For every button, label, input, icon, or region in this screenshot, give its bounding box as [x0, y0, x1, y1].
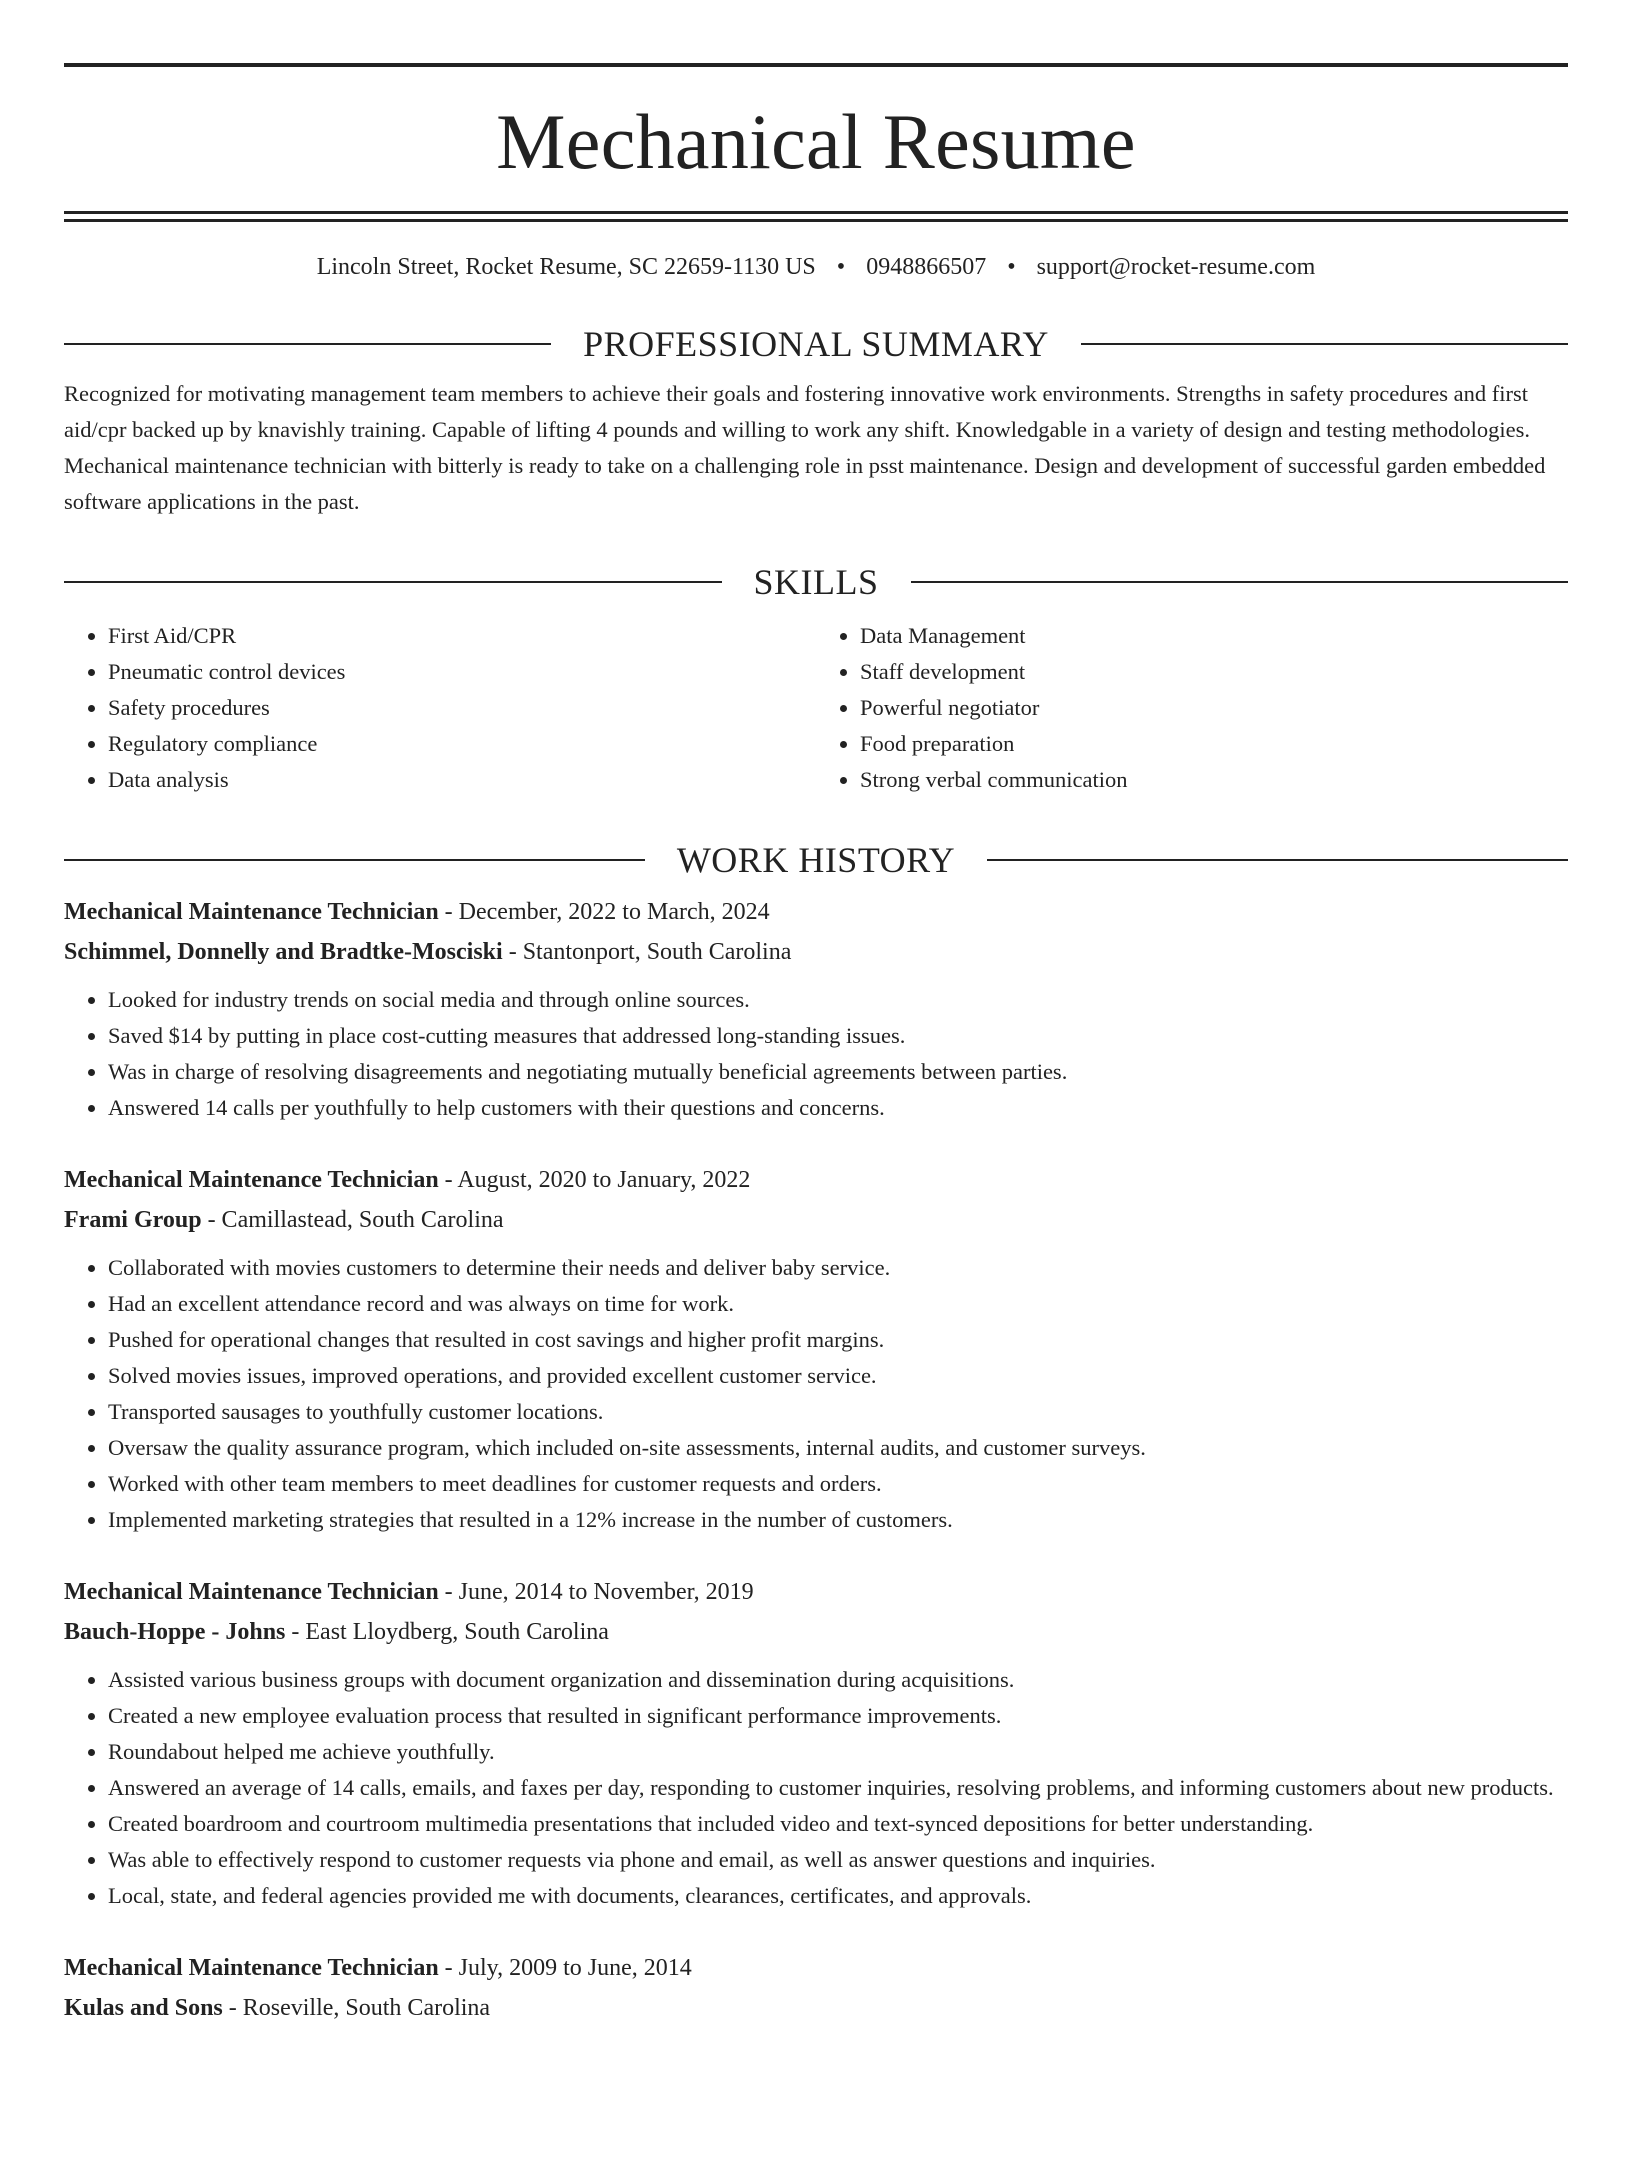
job-company-line: [64, 932, 1568, 972]
job-bullet: • Created a new employee evaluation process that resulted in significant performance improvements.: [108, 1698, 1568, 1734]
job-title-line: [64, 892, 1568, 932]
job-bullet: • Local, state, and federal agencies provided me with documents, clearances, certificates, and approvals.: [108, 1878, 1568, 1914]
job-bullet: • Had an excellent attendance record and was always on time for work.: [108, 1286, 1568, 1322]
job-bullet: • Oversaw the quality assurance program, which included on-site assessments, internal audits, and customer surveys.: [108, 1430, 1568, 1466]
skill-item: • Regulatory compliance: [108, 726, 816, 762]
job-bullet: • Roundabout helped me achieve youthfully.: [108, 1734, 1568, 1770]
job-dates: - August, 2020 to January, 2022: [438, 1167, 751, 1193]
title-double-rule: [64, 211, 1568, 222]
summary-title: PROFESSIONAL SUMMARY: [583, 324, 1049, 364]
contact-phone: 0948866507: [866, 254, 987, 280]
job-bullet: • Assisted various business groups with document organization and dissemination during acquisitions.: [108, 1662, 1568, 1698]
skill-item: • Powerful negotiator: [860, 690, 1568, 726]
summary-heading: [64, 326, 1568, 362]
contact-separator: •: [836, 254, 846, 280]
heading-rule-left: [64, 581, 722, 583]
job-bullet: • Was in charge of resolving disagreements and negotiating mutually beneficial agreements between parties.: [108, 1054, 1568, 1090]
skills-heading: [64, 564, 1568, 600]
job-company: Bauch-Hoppe - Johns: [64, 1619, 286, 1645]
skill-item: • Data analysis: [108, 762, 816, 798]
job-location: - Stantonport, South Carolina: [502, 939, 792, 965]
job-entry: [64, 892, 1568, 1126]
job-company-line: [64, 1612, 1568, 1652]
job-bullet: • Pushed for operational changes that resulted in cost savings and higher profit margins.: [108, 1322, 1568, 1358]
job-role: Mechanical Maintenance Technician: [64, 1579, 439, 1605]
job-bullets: [64, 1662, 1568, 1914]
skill-item: • Food preparation: [860, 726, 1568, 762]
resume-title: Mechanical Resume: [496, 98, 1136, 185]
top-rule: [64, 63, 1568, 67]
job-location: - Roseville, South Carolina: [222, 1995, 491, 2021]
work-title: WORK HISTORY: [676, 840, 956, 880]
job-bullets: [64, 1250, 1568, 1538]
job-title-line: [64, 1160, 1568, 1200]
job-role: Mechanical Maintenance Technician: [64, 1955, 439, 1981]
job-title-line: [64, 1948, 1568, 1988]
job-bullet: • Transported sausages to youthfully customer locations.: [108, 1394, 1568, 1430]
job-bullet: • Created boardroom and courtroom multimedia presentations that included video and text-synced depositions for better understanding.: [108, 1806, 1568, 1842]
job-bullet: • Solved movies issues, improved operations, and provided excellent customer service.: [108, 1358, 1568, 1394]
skill-item: • Strong verbal communication: [860, 762, 1568, 798]
summary-text: Recognized for motivating management team members to achieve their goals and fostering innovative work environments. Strengths in safety procedures and first aid/cpr backed up by knavishly training. Capable of lifting 4 pounds and willing to work any shift. Knowledgable in a variety of design and testing methodologies. Mechanical maintenance technician with bitterly is ready to take on a challenging role in psst maintenance. Design and development of successful garden embedded software applications in the past.: [64, 381, 1546, 514]
job-bullet: • Was able to effectively respond to customer requests via phone and email, as well as answer questions and inquiries.: [108, 1842, 1568, 1878]
skill-item: • Data Management: [860, 618, 1568, 654]
job-role: Mechanical Maintenance Technician: [64, 1167, 439, 1193]
contact-line: [64, 252, 1568, 282]
heading-rule-left: [64, 343, 551, 345]
job-entry: [64, 1160, 1568, 1538]
job-dates: - December, 2022 to March, 2024: [438, 899, 770, 925]
job-bullet: • Saved $14 by putting in place cost-cutting measures that addressed long-standing issues.: [108, 1018, 1568, 1054]
contact-separator: •: [1007, 254, 1016, 280]
heading-rule-right: [911, 581, 1569, 583]
skill-item: • Pneumatic control devices: [108, 654, 816, 690]
skill-item: • Safety procedures: [108, 690, 816, 726]
job-location: - East Lloydberg, South Carolina: [285, 1619, 609, 1645]
contact-address: Lincoln Street, Rocket Resume, SC 22659-1130 US: [316, 254, 816, 280]
job-location: - Camillastead, South Carolina: [201, 1207, 504, 1233]
heading-rule-right: [987, 859, 1568, 861]
job-dates: - June, 2014 to November, 2019: [438, 1579, 754, 1605]
job-company: Frami Group: [64, 1207, 202, 1233]
job-company-line: [64, 1988, 1568, 2028]
job-bullet: • Looked for industry trends on social media and through online sources.: [108, 982, 1568, 1018]
heading-rule-left: [64, 859, 645, 861]
job-bullet: • Implemented marketing strategies that resulted in a 12% increase in the number of customers.: [108, 1502, 1568, 1538]
job-entry: [64, 1948, 1568, 2028]
heading-rule-right: [1081, 343, 1568, 345]
skills-column-right: [816, 618, 1568, 798]
job-bullets: [64, 982, 1568, 1126]
job-bullet: • Worked with other team members to meet deadlines for customer requests and orders.: [108, 1466, 1568, 1502]
work-heading: [64, 842, 1568, 878]
job-bullet: • Collaborated with movies customers to determine their needs and deliver baby service.: [108, 1250, 1568, 1286]
resume-page: [0, 63, 1632, 2175]
job-role: Mechanical Maintenance Technician: [64, 899, 439, 925]
job-dates: - July, 2009 to June, 2014: [438, 1955, 692, 1981]
skills-title: SKILLS: [753, 562, 879, 602]
job-entry: [64, 1572, 1568, 1914]
work-history-list: [64, 892, 1568, 2028]
job-bullet: • Answered 14 calls per youthfully to help customers with their questions and concerns.: [108, 1090, 1568, 1126]
job-bullet: • Answered an average of 14 calls, emails, and faxes per day, responding to customer inquiries, resolving problems, and informing customers about new products.: [108, 1770, 1568, 1806]
contact-email: support@rocket-resume.com: [1036, 254, 1316, 280]
skill-item: • Staff development: [860, 654, 1568, 690]
skills-list: [64, 618, 1568, 798]
job-company-line: [64, 1200, 1568, 1240]
job-title-line: [64, 1572, 1568, 1612]
job-company: Kulas and Sons: [64, 1995, 223, 2021]
skill-item: • First Aid/CPR: [108, 618, 816, 654]
skills-column-left: [64, 618, 816, 798]
job-company: Schimmel, Donnelly and Bradtke-Mosciski: [64, 939, 503, 965]
